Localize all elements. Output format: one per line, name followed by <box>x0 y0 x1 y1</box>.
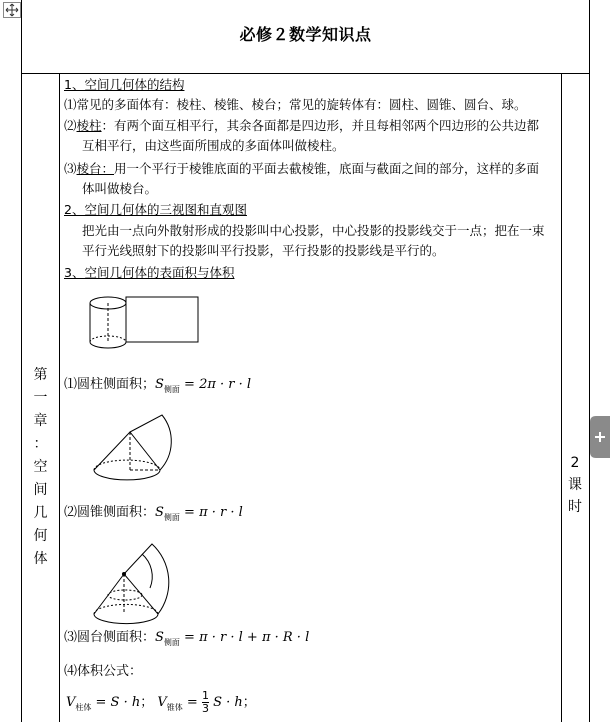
section-2-paragraph: 把光由一点向外散射形成的投影叫中心投影，中心投影的投影线交于一点；把在一束 <box>82 223 545 238</box>
volume-formula-label: ⑷体积公式： <box>64 664 143 679</box>
section-1-paragraph-3: ⑶棱台：用一个平行于棱锥底面的平面去截棱锥，底面与截面之间的部分，这样的多面 <box>64 161 540 176</box>
cone-lateral-area-formula: ⑵圆锥侧面积：$S_{侧面} = \pi \cdot r \cdot l$ <box>64 505 243 522</box>
chapter-label: 第 一 章 ： 空 间 几 何 体 <box>33 367 48 567</box>
chapter-column <box>22 74 59 722</box>
section-1-heading: 1、空间几何体的结构 <box>64 77 185 92</box>
section-2-heading: 2、空间几何体的三视图和直观图 <box>64 202 247 217</box>
add-row-icon[interactable] <box>590 416 610 458</box>
cylinder-unfolding-figure <box>88 292 203 352</box>
page-title: 必修２数学知识点 <box>239 25 372 44</box>
column-divider-left <box>59 74 60 722</box>
frustum-lateral-area-formula: ⑶圆台侧面积：$S_{侧面} = \pi \cdot r \cdot l + \pi \cdot R \cdot l$ <box>64 630 310 647</box>
section-1-paragraph-2: ⑵棱柱：有两个面互相平行，其余各面都是四边形，并且每相邻两个四边形的公共边都 <box>64 118 540 133</box>
section-1-paragraph-1: ⑴常见的多面体有：棱柱、棱锥、棱台；常见的旋转体有：圆柱、圆锥、圆台、球。 <box>64 97 527 112</box>
section-3-heading: 3、空间几何体的表面积与体积 <box>64 265 235 280</box>
title-row <box>21 0 590 74</box>
table-move-handle-icon[interactable] <box>3 2 21 18</box>
cylinder-lateral-area-formula: ⑴圆柱侧面积；$S_{侧面} = 2\pi \cdot r \cdot l$ <box>64 377 252 394</box>
section-1-paragraph-2-cont: 互相平行，由这些面所围成的多面体叫做棱柱。 <box>82 138 345 153</box>
cone-unfolding-figure <box>92 412 172 484</box>
hours-label: 2 课 时 <box>568 455 582 515</box>
volume-formulas: $V_{柱体} = S \cdot h$； $V_{锥体}$ = $\frac{1}{3}$ S · h； <box>66 689 256 715</box>
hours-column <box>561 74 589 722</box>
section-1-paragraph-3-cont: 体叫做棱台。 <box>82 181 158 196</box>
section-2-paragraph-cont: 平行光线照射下的投影叫平行投影，平行投影的投影线是平行的。 <box>82 243 445 258</box>
frustum-unfolding-figure <box>92 540 188 628</box>
